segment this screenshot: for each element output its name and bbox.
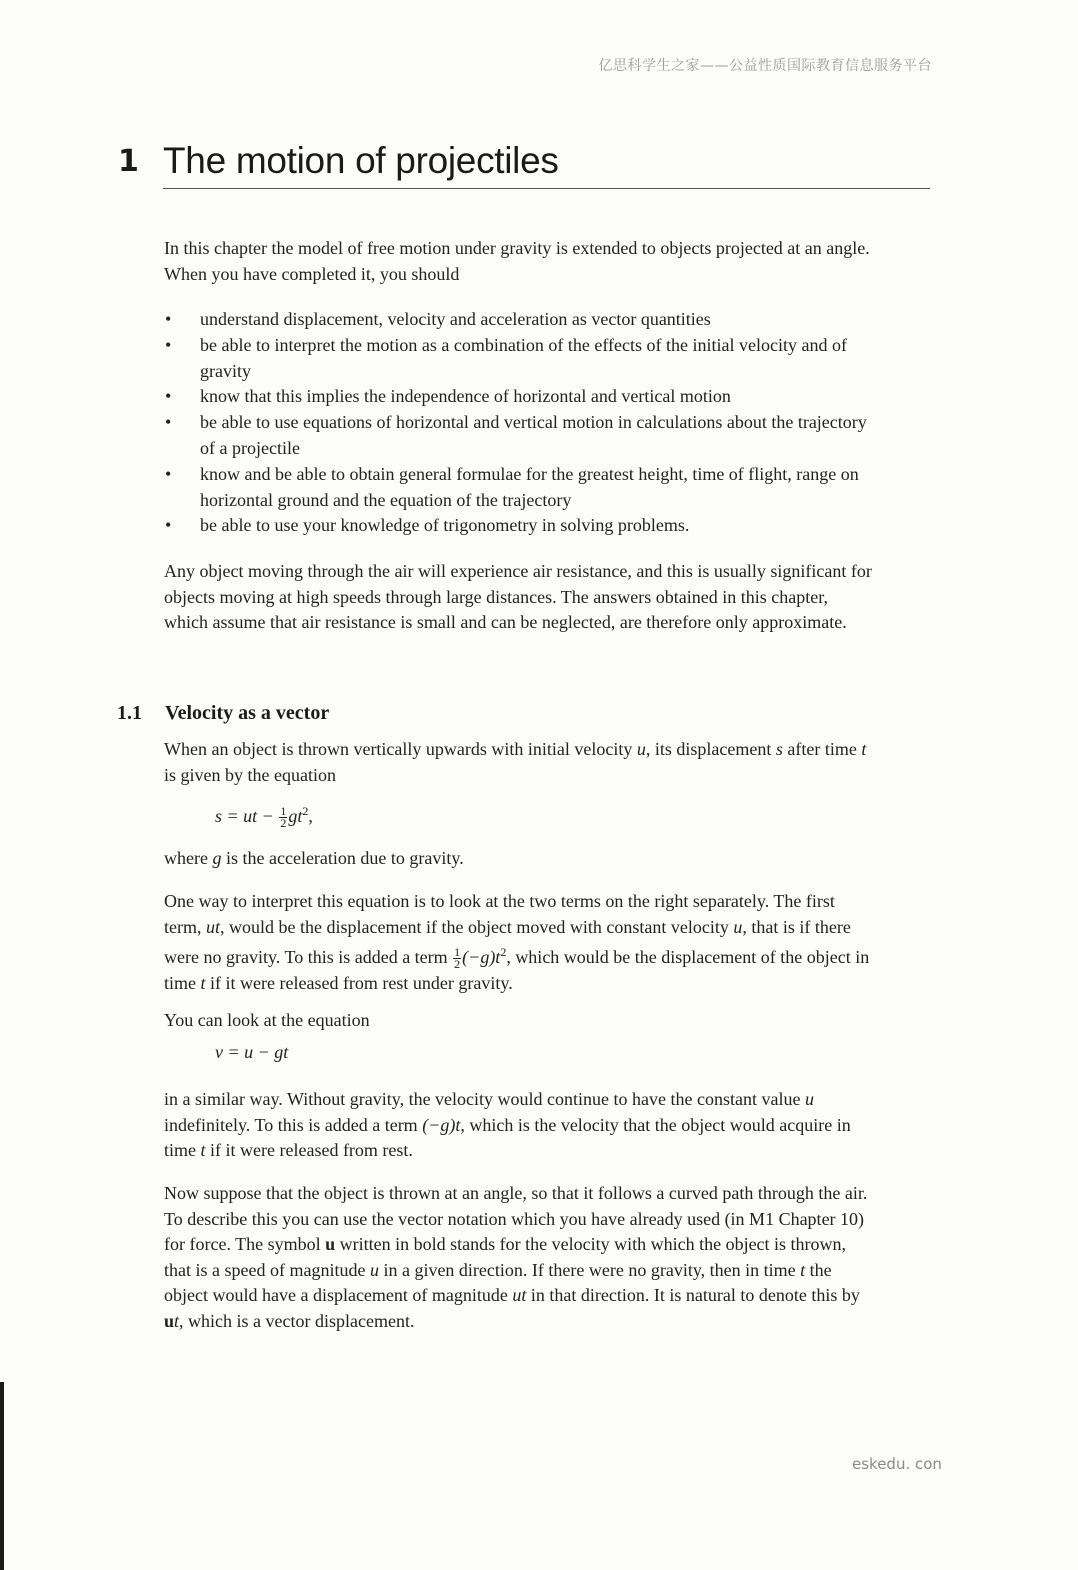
header-watermark: 亿思科学生之家——公益性质国际教育信息服务平台 <box>598 58 932 74</box>
bullet-icon: • <box>165 386 172 407</box>
velocity-equation: v = u − gt <box>215 1042 289 1062</box>
chapter-heading <box>118 140 930 192</box>
fraction-half: $\frac{1}{2}$ <box>280 804 287 831</box>
objective-item: • know that this implies the independence of horizontal and vertical motion <box>164 384 876 410</box>
displacement-paragraph: When an object is thrown vertically upwards with initial velocity u, its displacement s after time t is given by the equation <box>164 739 867 785</box>
gravity-definition: where g is the acceleration due to gravity. <box>164 848 464 868</box>
chapter-title: The motion of projectiles <box>163 140 559 181</box>
objective-item: • know and be able to obtain general formulae for the greatest height, time of flight, range on horizontal ground and the equation of the trajectory <box>165 463 859 510</box>
bullet-icon: • <box>165 309 172 329</box>
chapter-number: 1 <box>118 144 139 179</box>
bullet-icon: • <box>165 515 172 536</box>
velocity-paragraph: in a similar way. Without gravity, the velocity would continue to have the constant value u indefinitely. To this is added a term (−g)t, which is the velocity that the object would acquire in time t if it were released from rest. <box>164 1089 851 1160</box>
intro-paragraph: In this chapter the model of free motion under gravity is extended to objects projected at an angle. When you have completed it, you should <box>164 238 870 284</box>
objectives-list <box>164 307 876 539</box>
equation-intro: You can look at the equation <box>164 1010 370 1030</box>
chapter-rule <box>163 188 930 189</box>
vector-paragraph: Now suppose that the object is thrown at an angle, so that it follows a curved path through the air. To describe this you can use the vector notation which you have already used (in M1 Chapter 10) for force. The symbol u written in bold stands for the velocity with which the object is thrown, that is a speed of magnitude u in a given direction. If there were no gravity, then in time t the object would have a displacement of magnitude ut in that direction. It is natural to denote this by ut, which is a vector displacement. <box>164 1183 868 1331</box>
air-resistance-paragraph: Any object moving through the air will experience air resistance, and this is usually significant for objects moving at high speeds through large distances. The answers obtained in this chapter, which assume that air resistance is small and can be neglected, are therefore only approximate. <box>164 561 872 632</box>
bullet-icon: • <box>165 412 172 433</box>
objective-item: • be able to use your knowledge of trigonometry in solving problems. <box>164 513 876 539</box>
scan-edge-bar <box>0 1382 4 1570</box>
objective-item: • be able to interpret the motion as a combination of the effects of the initial velocity and of gravity <box>165 334 847 381</box>
footer-site-watermark: eskedu. con <box>852 1455 942 1473</box>
objective-item: • understand displacement, velocity and acceleration as vector quantities <box>164 307 876 333</box>
bullet-icon: • <box>165 463 172 484</box>
section-title: Velocity as a vector <box>165 702 330 724</box>
fraction-half: $\frac{1}{2}$ <box>454 945 461 972</box>
section-number: 1.1 <box>117 702 142 724</box>
objective-item: • be able to use equations of horizontal and vertical motion in calculations about the trajectory of a projectile <box>165 412 867 458</box>
interpretation-paragraph: One way to interpret this equation is to look at the two terms on the right separately. The first term, ut, would be the displacement if the object moved with constant velocity u, that is if there were no gravity. To this is added a term $\frac{1}{2}$ $(-g)t^2$, which would be the displacement of the object in time t if it were released from rest under gravity. <box>164 891 870 993</box>
bullet-icon: • <box>165 334 172 355</box>
section-heading <box>117 702 329 725</box>
displacement-equation: s = ut − $\frac{1}{2}$ $gt^2$, <box>215 804 313 831</box>
